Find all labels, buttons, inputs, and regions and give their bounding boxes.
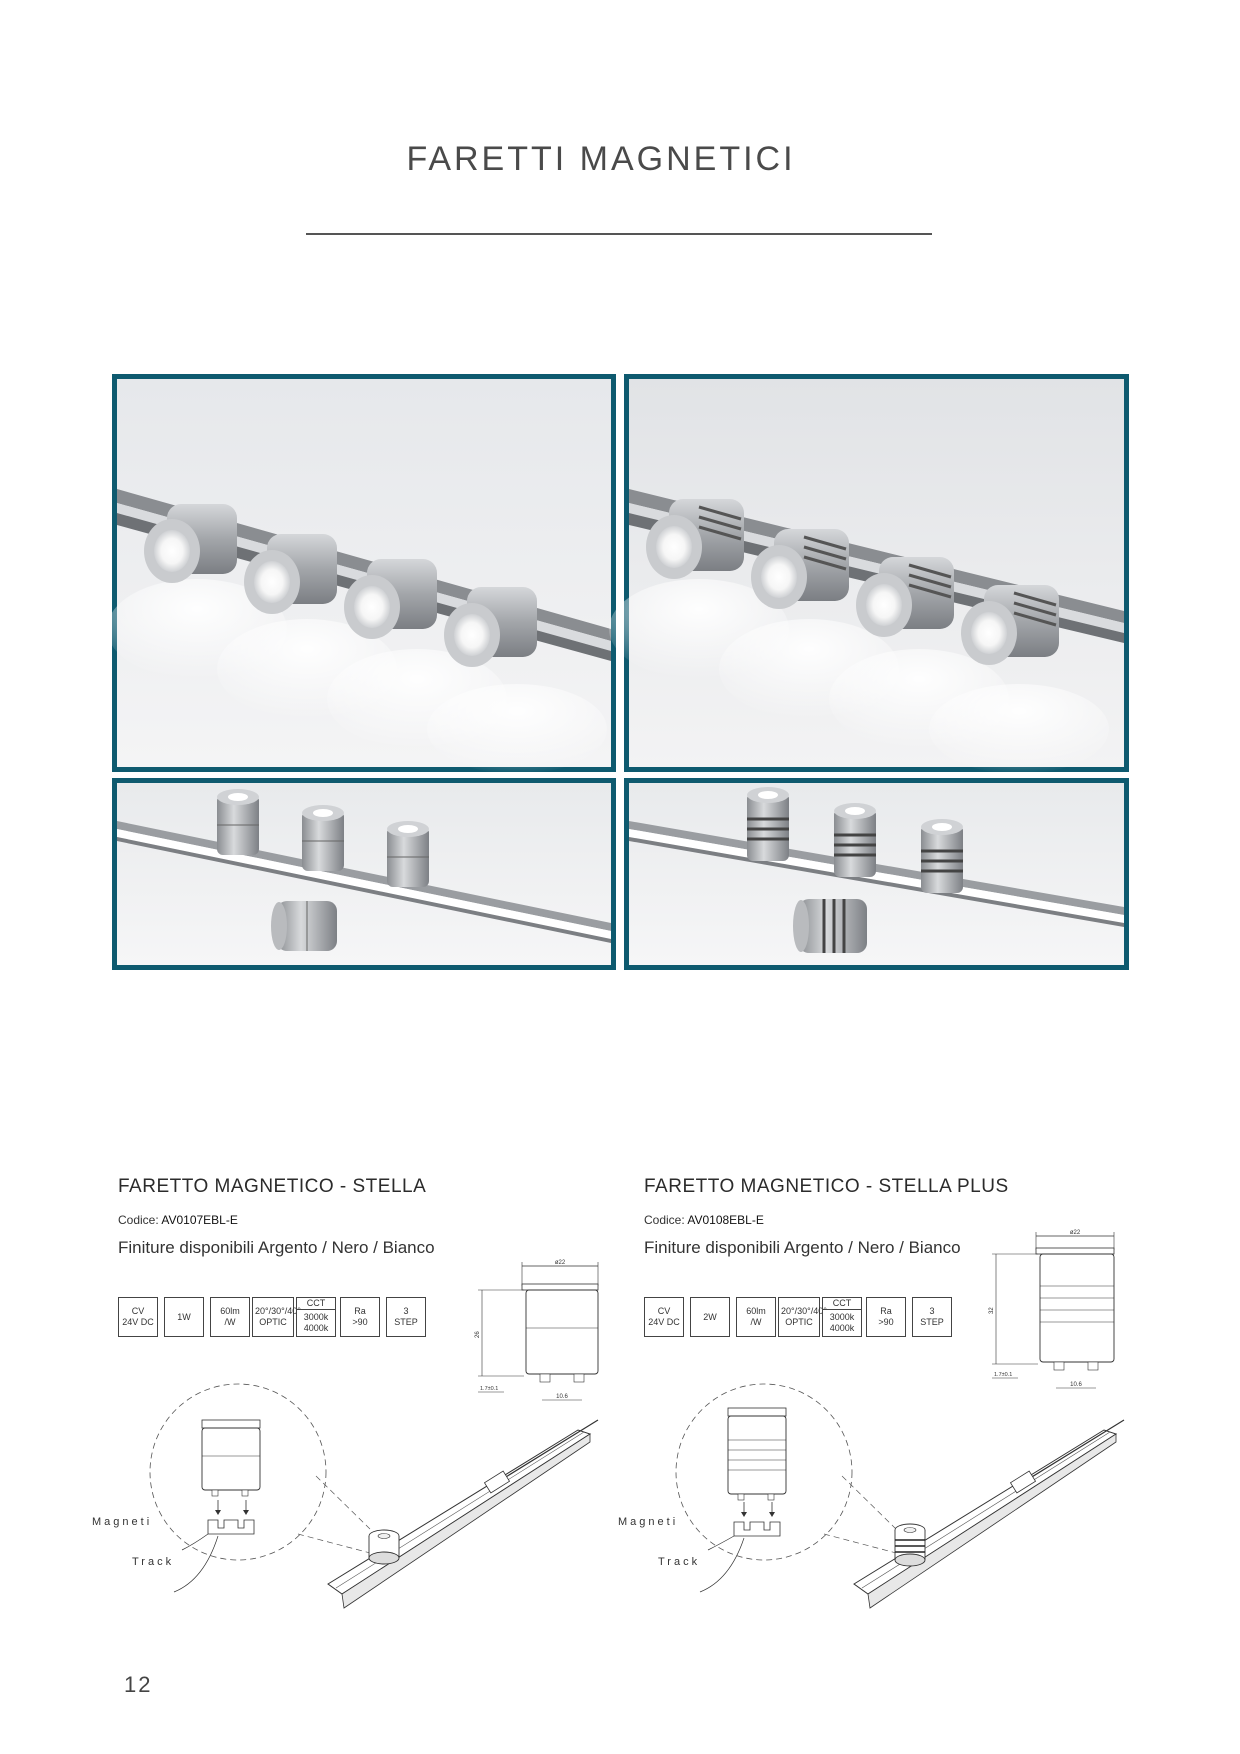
product-code-stella-plus [644,1213,764,1227]
spec-steps: 3 STEP [386,1297,426,1337]
dim-gap: 1.7±0.1 [994,1372,1013,1378]
photo-stella-plus-angled [624,374,1129,772]
page-title: FARETTI MAGNETICI [406,140,796,178]
product-code-stella [118,1213,238,1227]
spec-cri: Ra >90 [866,1297,906,1337]
code-value: AV0107EBL-E [161,1213,238,1227]
photo-stella-side [112,778,616,970]
spec-row-stella [118,1297,430,1337]
photo-stella-plus-side [624,778,1129,970]
title-divider [306,233,932,235]
dim-spacing: 10.6 [1070,1382,1082,1388]
code-label: Codice: [118,1213,162,1227]
page-number: 12 [124,1672,153,1697]
product-title-stella: FARETTO MAGNETICO - STELLA [118,1176,427,1197]
dim-height: 26 [475,1331,481,1338]
dim-gap: 1.7±0.1 [480,1386,499,1392]
finishes-stella: Finiture disponibili Argento / Nero / Bianco [118,1238,435,1257]
dimension-drawing-stella-plus [990,1228,1120,1396]
spec-efficacy: 60lm /W [210,1297,250,1337]
magnets-label-stella: Magneti [92,1516,153,1528]
dim-diameter: ø22 [554,1260,566,1266]
spec-cct: CCT 3000k 4000k [822,1297,862,1337]
spec-voltage: CV 24V DC [644,1297,684,1337]
dim-height: 32 [989,1307,995,1314]
dim-diameter: ø22 [1069,1230,1081,1236]
spec-power: 2W [690,1297,730,1337]
track-illustration-stella [138,1384,598,1620]
code-value: AV0108EBL-E [687,1213,764,1227]
spec-optic: 20°/30°/40° OPTIC [778,1297,820,1337]
finishes-stella-plus: Finiture disponibili Argento / Nero / Bianco [644,1238,961,1257]
spec-efficacy: 60lm /W [736,1297,776,1337]
code-label: Codice: [644,1213,688,1227]
photo-stella-angled [112,374,616,772]
spec-power: 1W [164,1297,204,1337]
dim-spacing: 10.6 [556,1394,568,1400]
spec-optic: 20°/30°/40° OPTIC [252,1297,294,1337]
track-label-stella-plus: Track [658,1556,701,1568]
magnets-label-stella-plus: Magneti [618,1516,679,1528]
spec-cri: Ra >90 [340,1297,380,1337]
track-label-stella: Track [132,1556,175,1568]
track-illustration-stella-plus [664,1384,1124,1620]
spec-row-stella-plus [644,1297,956,1337]
spec-cct: CCT 3000k 4000k [296,1297,336,1337]
spec-steps: 3 STEP [912,1297,952,1337]
product-title-stella-plus: FARETTO MAGNETICO - STELLA PLUS [644,1176,1009,1197]
spec-voltage: CV 24V DC [118,1297,158,1337]
